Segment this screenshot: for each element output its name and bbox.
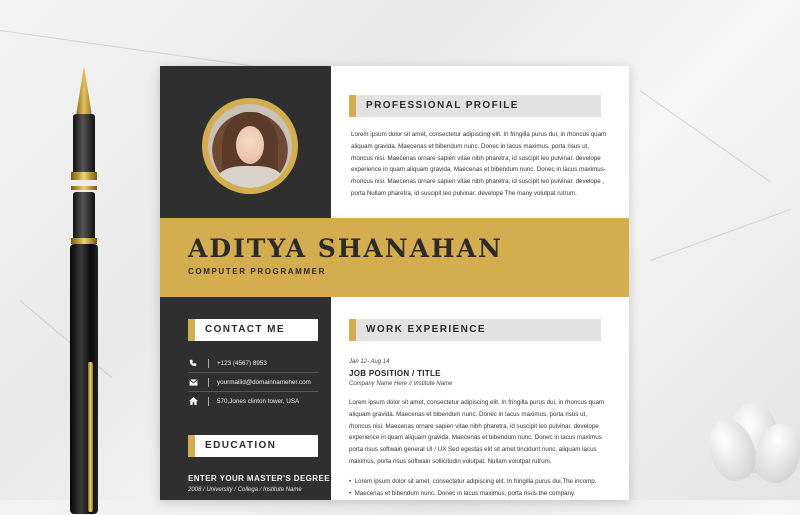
education-heading: EDUCATION [188, 435, 318, 457]
fountain-pen-image [66, 66, 102, 466]
profile-paragraph [351, 129, 611, 200]
tulip-flower-image [700, 395, 800, 515]
candidate-role: COMPUTER PROGRAMMER [188, 267, 326, 276]
contact-heading: CONTACT ME [188, 319, 318, 341]
work-line: aliquam gravida. Maecenas et bibendum nunc. Donec in lacus maximus, porta risus ut, [349, 410, 587, 418]
marble-vein [639, 90, 771, 183]
candidate-name: ADITYA SHANAHAN [188, 234, 503, 263]
work-bullet: • Lorem ipsum dolor sit amet, consectetur adipiscing elit. In fringilla purus dui,The incomp. [349, 478, 597, 485]
home-icon [188, 396, 198, 406]
profile-line: aliquam gravida. Maecenas et bibendum nunc. Donec in lacus maximus, porta risus ut, [351, 142, 589, 150]
contact-phone [188, 358, 318, 368]
work-bullet: • Maecenas et bibendum nunc. Donec in lacus maximus, porta risus the company. [349, 490, 576, 497]
work-line: porta risus softwain general UI / UX Sed egestas elit sit amet tincidunt nunc. aliquam lacus [349, 446, 597, 454]
work-line: Lorem ipsum dolor sit amet, consectetur adipiscing elit. In fringilla purus dui, in rhoncus quam [349, 399, 605, 406]
contact-address [188, 396, 318, 406]
profile-photo [208, 104, 292, 188]
marble-vein [650, 209, 791, 261]
job-title: JOB POSITION / TITLE [349, 369, 441, 378]
profile-line: Lorem ipsum dolor sit amet, consectetur adipiscing elit. In fringilla purus dui, in rhoncus quam [351, 131, 607, 138]
profile-line: rhoncus nisi. Maecenas ornare sapien vitae nibh pharetra, id suscipit leo pulvinar. develope , [351, 178, 605, 186]
email-text[interactable]: yourmailid@domainnameher.com [217, 378, 311, 386]
address-text: 570,Jones clinton tower, USA [217, 397, 300, 405]
work-paragraph [349, 397, 611, 468]
degree-title: ENTER YOUR MASTER'S DEGREE [188, 474, 330, 483]
mail-icon [188, 377, 198, 387]
work-heading: WORK EXPERIENCE [349, 319, 601, 341]
phone-icon [188, 358, 198, 368]
job-date: Jan 12- Aug 14 [349, 359, 390, 365]
profile-photo-frame [202, 98, 298, 194]
work-line: experience in quam aliquam gravida. Maecenas et bibendum nunc. Donec in lacus maximus [349, 434, 602, 442]
contact-email [188, 377, 318, 387]
degree-detail: 2008 / University / Collega / Institute Name [188, 487, 302, 493]
profile-line: porta Nullam pharetra, id suscipit leo pulvinar. develope The many volutpat rutrum. [351, 189, 577, 197]
profile-heading: PROFESSIONAL PROFILE [349, 95, 601, 117]
phone-text: +123 (4567) 8953 [217, 359, 267, 367]
work-line: maximus, porta risus softwain sollicitudin volutpat. Nullam volutpat rutrum. [349, 457, 552, 465]
resume-sheet [160, 66, 629, 500]
job-company: Company Name Here // Institute Name [349, 381, 453, 387]
profile-line: rhoncus nisi. Maecenas ornare sapien vitae nibh pharetra, id suscipit leo pulvinar. develope [351, 154, 601, 162]
work-line: rhoncus nisi. Maecenas ornare sapien vitae nibh pharetra, id suscipit leo pulvinar. develope [349, 422, 599, 430]
profile-line: experience in quam aliquam gravida. Maecenas et bibendum nunc. Donec in lacus maximus- [351, 166, 606, 174]
